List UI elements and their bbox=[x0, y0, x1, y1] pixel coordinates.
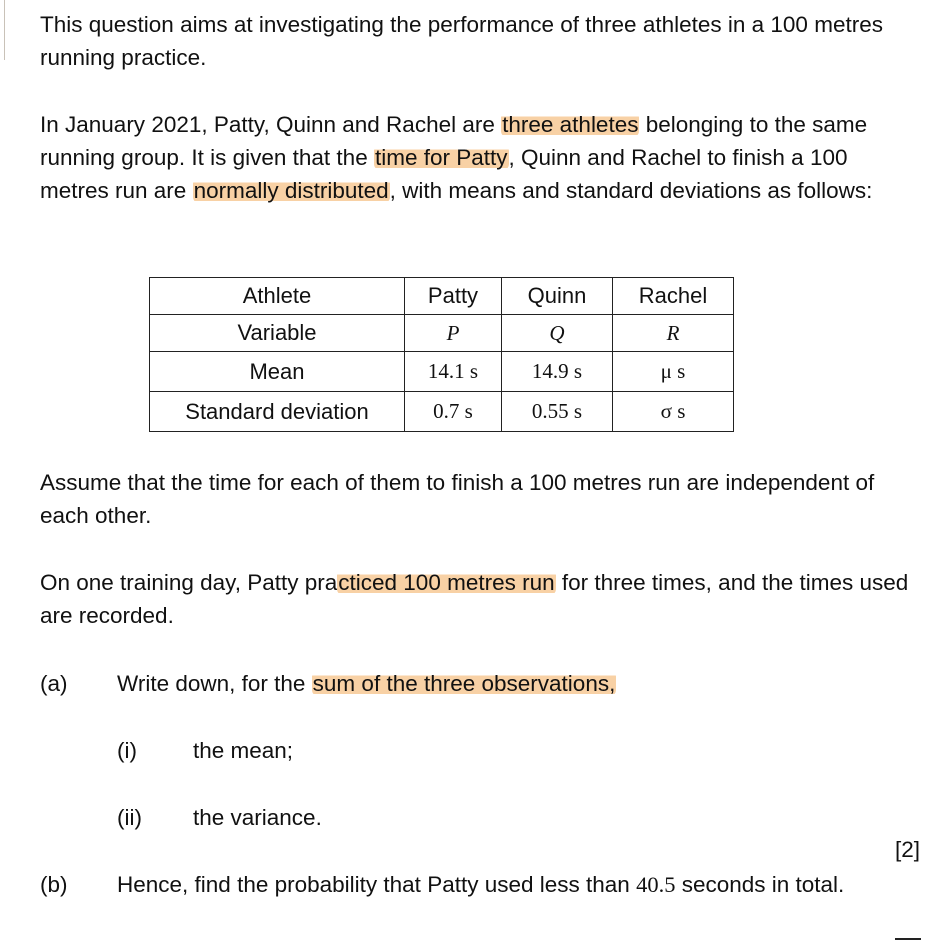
table-row bbox=[150, 352, 734, 392]
training-paragraph bbox=[40, 566, 910, 632]
context-text-3: , Quinn and Rachel to finish a 100 metres run are bbox=[40, 145, 848, 203]
table-row-label: Variable bbox=[150, 315, 405, 352]
table-row-label: Standard deviation bbox=[150, 392, 405, 432]
table-row bbox=[150, 315, 734, 352]
part-a-ii-text: the variance. bbox=[193, 805, 322, 830]
part-a-i-text: the mean; bbox=[193, 738, 294, 763]
intro-paragraph bbox=[40, 8, 920, 74]
highlight-three-athletes: three athletes bbox=[502, 112, 639, 137]
cut-off-marks-bracket bbox=[895, 938, 921, 948]
context-text-1: In January 2021, Patty, Quinn and Rachel are bbox=[40, 112, 502, 137]
part-a-marks: [2] bbox=[894, 837, 920, 862]
highlight-time-for-patty: time for Patty bbox=[374, 145, 508, 170]
part-b-text bbox=[117, 868, 887, 901]
part-b-label: (b) bbox=[40, 872, 68, 897]
table-cell: 0.55 s bbox=[502, 392, 613, 432]
assumption-paragraph bbox=[40, 466, 900, 532]
table-cell: 0.7 s bbox=[405, 392, 502, 432]
assumption-text: Assume that the time for each of them to finish a 100 metres run are independent of each other. bbox=[40, 470, 875, 528]
part-a-i-label: (i) bbox=[117, 738, 137, 763]
context-text-4: , with means and standard deviations as follows: bbox=[389, 178, 873, 203]
table-cell: P bbox=[405, 315, 502, 352]
margin-line bbox=[4, 0, 5, 60]
part-b-text-1: Hence, find the probability that Patty used less than bbox=[117, 872, 637, 897]
part-b-text-2: seconds in total. bbox=[675, 872, 845, 897]
table-header-cell: Athlete bbox=[150, 278, 405, 315]
table-row bbox=[150, 392, 734, 432]
highlight-practiced-run: cticed 100 metres run bbox=[338, 570, 555, 595]
training-text-2: for three times, and the times used are recorded. bbox=[40, 570, 909, 628]
table-cell: μ s bbox=[613, 352, 734, 392]
context-text-2: belonging to the same running group. It is given that the bbox=[40, 112, 868, 170]
athlete-table bbox=[149, 277, 734, 432]
training-text-1: On one training day, Patty pra bbox=[40, 570, 338, 595]
highlight-sum-of-observations: sum of the three observations, bbox=[312, 671, 616, 696]
table-cell: 14.9 s bbox=[502, 352, 613, 392]
table-cell: 14.1 s bbox=[405, 352, 502, 392]
part-b-value: 40.5 bbox=[636, 872, 676, 897]
table-row-label: Mean bbox=[150, 352, 405, 392]
intro-text: This question aims at investigating the performance of three athletes in a 100 metres running practice. bbox=[40, 12, 883, 70]
context-paragraph bbox=[40, 108, 915, 207]
table-cell: Q bbox=[502, 315, 613, 352]
table-cell: R bbox=[613, 315, 734, 352]
part-a-text bbox=[117, 667, 877, 700]
part-a-ii-label: (ii) bbox=[117, 805, 142, 830]
table-header-cell: Rachel bbox=[613, 278, 734, 315]
part-a-label: (a) bbox=[40, 671, 68, 696]
table-header-row bbox=[150, 278, 734, 315]
highlight-normally-distributed: normally distributed bbox=[193, 178, 389, 203]
part-a-text-1: Write down, for the bbox=[117, 671, 312, 696]
table-header-cell: Quinn bbox=[502, 278, 613, 315]
table-header-cell: Patty bbox=[405, 278, 502, 315]
table-cell: σ s bbox=[613, 392, 734, 432]
